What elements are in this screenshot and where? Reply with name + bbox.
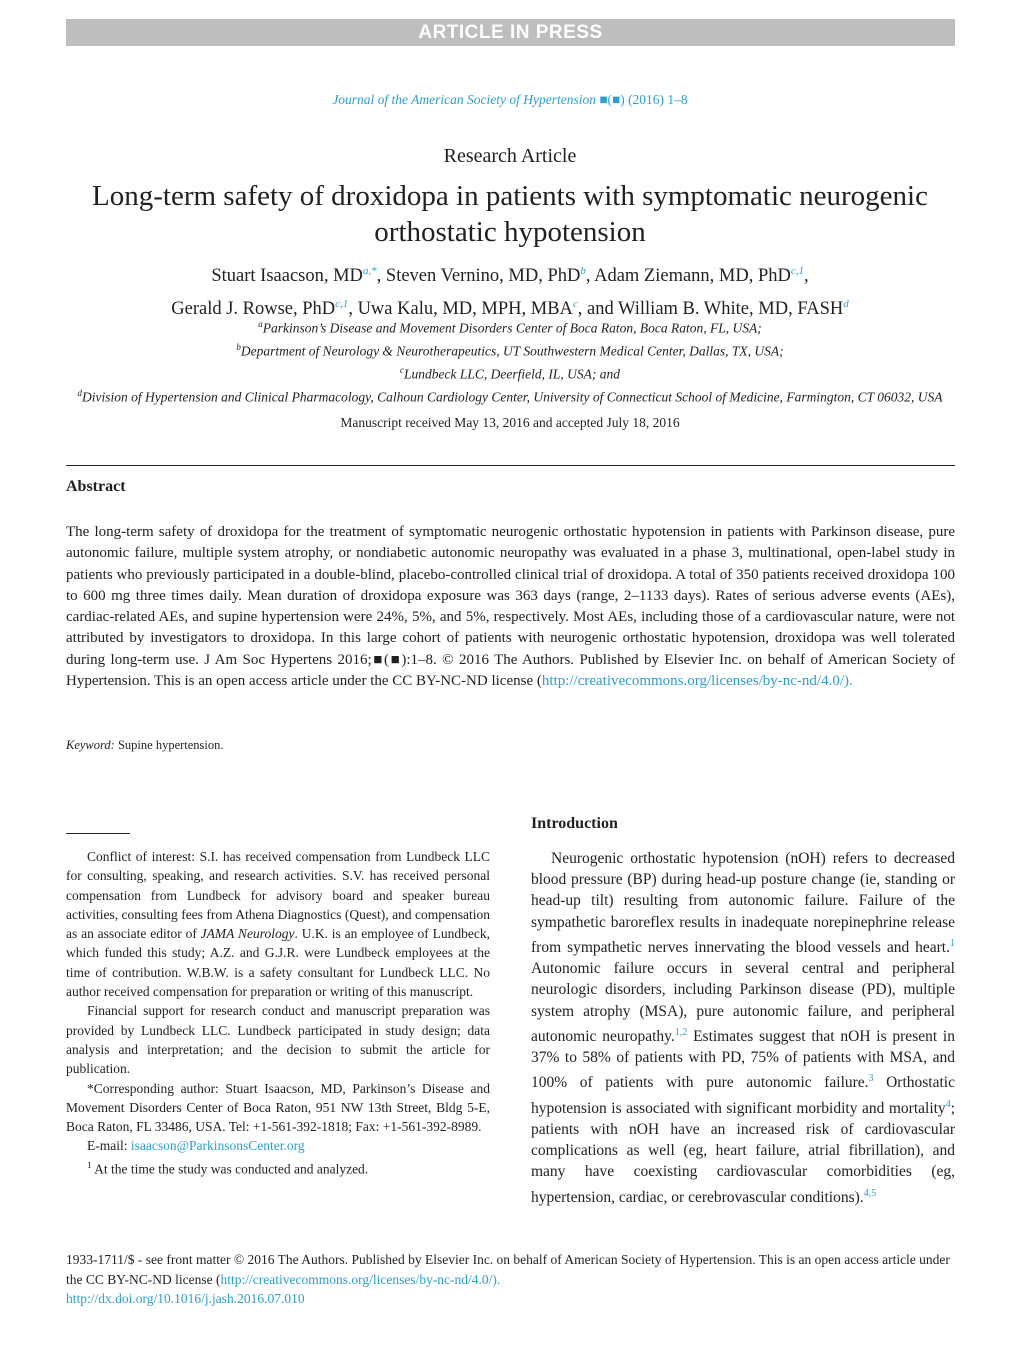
introduction-column — [531, 815, 955, 1208]
author-separator: , — [348, 299, 358, 320]
author-affil-mark[interactable]: c,1 — [335, 298, 349, 311]
introduction-heading: Introduction — [531, 815, 618, 832]
abstract-heading: Abstract — [66, 478, 126, 495]
footnote-1 — [66, 1156, 490, 1179]
author: Adam Ziemann, MD, PhD — [594, 266, 791, 287]
author-affil-mark[interactable]: b — [580, 265, 586, 277]
keyword-label: Keyword: — [66, 738, 115, 752]
footnote-text: At the time the study was conducted and analyzed. — [94, 1161, 369, 1177]
conflict-of-interest-note — [66, 847, 490, 1001]
issn-line: 1933-1711/$ - see front matter © 2016 The Authors. Published by Elsevier Inc. on behalf of American Society of Hypertension. This is an open access article under the CC BY-NC-ND license ( — [66, 1252, 950, 1287]
journal-citation[interactable] — [0, 92, 1020, 108]
received-date: Manuscript received May 13, 2016 and accepted July 18, 2016 — [340, 415, 680, 430]
introduction-paragraph — [531, 848, 955, 1208]
affil-mark: b — [236, 342, 241, 352]
section-divider — [66, 465, 955, 466]
intro-text: Estimates suggest that nOH is present in 37% to 58% of patients with PD, 75% of patients with MSA, and 100% of patients with pure autonomic failure. — [531, 1027, 955, 1092]
email-label: E-mail: — [87, 1138, 128, 1154]
author: Uwa Kalu, MD, MPH, MBA — [357, 299, 573, 320]
affil-mark: d — [77, 388, 82, 398]
author: Steven Vernino, MD, PhD — [385, 266, 581, 287]
keyword-value: Supine hypertension. — [117, 738, 224, 752]
author-affil-mark[interactable]: a,* — [362, 265, 377, 277]
conflict-text-rest: . U.K. is an employee of Lundbeck, which funded this study; A.Z. and G.J.R. were Lundbeck employees at the time of contribution. W.B.W. is a safety consultant for Lundbeck LLC. No author received compensation for preparation or writing of this manuscript. — [66, 926, 491, 1000]
affiliations — [40, 315, 980, 407]
journal-name: Journal of the American Society of Hypertension — [332, 92, 597, 107]
author: Stuart Isaacson, MD — [211, 266, 363, 287]
footer-license-link[interactable]: http://creativecommons.org/licenses/by-nc-nd/4.0/). — [220, 1271, 501, 1287]
author: Gerald J. Rowse, PhD — [171, 299, 336, 320]
page-footer — [66, 1250, 955, 1309]
affil-mark: c — [400, 365, 404, 375]
author-separator: , — [376, 266, 386, 287]
article-title: Long-term safety of droxidopa in patients with symptomatic neurogenic orthostatic hypotension — [92, 180, 928, 248]
abstract-body — [66, 522, 955, 692]
affiliation: Department of Neurology & Neurotherapeutics, UT Southwestern Medical Center, Dallas, TX, USA; — [240, 343, 784, 359]
author-list — [40, 257, 980, 323]
footnotes-column — [66, 833, 490, 1179]
intro-text: Autonomic failure occurs in several central and peripheral neurologic disorders, including Parkinson disease (PD), multiple system atrophy (MSA), pure autonomic failure, and peripheral autonomic neuropathy. — [531, 960, 955, 1045]
citation-ref[interactable]: 4 — [945, 1098, 951, 1110]
author-affil-mark[interactable]: c,1 — [790, 265, 805, 277]
footnote-marker: 1 — [87, 1159, 92, 1170]
intro-text: Neurogenic orthostatic hypotension (nOH) refers to decreased blood pressure (BP) during head-up posture change (ie, standing or head-up tilt) resulting from autonomic failure. Failure of the sympathetic baroreflex results in inadequate norepinephrine release from sympathetic nerves innervating the blood vessels and heart. — [531, 850, 955, 956]
author: William B. White, MD, FASH — [618, 299, 844, 320]
author-affil-mark[interactable]: c — [572, 298, 578, 311]
author-separator: , and — [577, 299, 619, 320]
journal-title: JAMA Neurology — [200, 926, 295, 942]
author-separator: , — [585, 266, 595, 287]
affil-mark: a — [258, 319, 263, 329]
citation-ref[interactable]: 3 — [868, 1073, 874, 1085]
funding-note: Financial support for research conduct and manuscript preparation was provided by Lundbeck LLC. Lundbeck participated in study design; data analysis and interpretation; and the decision to submit the article for publication. — [66, 1003, 490, 1077]
article-in-press-banner: ARTICLE IN PRESS — [66, 19, 955, 46]
corresponding-author-note: *Corresponding author: Stuart Isaacson, MD, Parkinson’s Disease and Movement Disorders Center of Boca Raton, 951 NW 13th Street, Bldg 5-E, Boca Raton, FL 33486, USA. Tel: +1-561-392-1818; Fax: +1-561-392-8989. — [66, 1080, 490, 1135]
keywords — [66, 738, 224, 753]
doi-link[interactable]: http://dx.doi.org/10.1016/j.jash.2016.07.010 — [66, 1291, 305, 1306]
email-note — [66, 1136, 490, 1155]
affiliation: Parkinson’s Disease and Movement Disorders Center of Boca Raton, Boca Raton, FL, USA; — [262, 320, 762, 336]
affiliation: Division of Hypertension and Clinical Pharmacology, Calhoun Cardiology Center, University of Connecticut School of Medicine, Farmington, CT 06032, USA — [81, 389, 943, 405]
citation-ref[interactable]: 1,2 — [674, 1026, 688, 1038]
affiliation: Lundbeck LLC, Deerfield, IL, USA; and — [404, 366, 620, 382]
author-separator: , — [804, 266, 809, 287]
conflict-text: Conflict of interest: S.I. has received compensation from Lundbeck LLC for consulting, speaking, and research activities. S.V. has received personal compensation from Lundbeck for advisory board and speaker bureau activities, consulting fees from Athena Diagnostics (Quest), and compensation as an associate editor of — [66, 849, 490, 942]
intro-text: ; patients with nOH have an increased risk of cardiovascular complications as well (eg, heart failure, atrial fibrillation), and many have coexisting cardiovascular comorbidities (eg, hypertension, cardiac, or cerebrovascular conditions). — [531, 1099, 955, 1206]
citation-ref[interactable]: 4,5 — [863, 1187, 877, 1199]
abstract-text: The long-term safety of droxidopa for the treatment of symptomatic neurogenic orthostatic hypotension in patients with Parkinson disease, pure autonomic failure, multiple system atrophy, or nondiabetic autonomic neuropathy was evaluated in a phase 3, multinational, open-label study in patients who previously participated in a double-blind, placebo-controlled clinical trial of droxidopa. A total of 350 patients received droxidopa 100 to 600 mg three times daily. Mean duration of droxidopa exposure was 363 days (range, 2–1133 days). Rates of serious adverse events (AEs), cardiac-related AEs, and supine hypertension were 24%, 5%, and 5%, respectively. Most AEs, including those of a cardiovascular nature, were not attributed by investigators to droxidopa. In this large cohort of patients with neurogenic orthostatic hypotension, droxidopa was well tolerated during long-term use. J Am Soc Hypertens 2016;■(■):1–8. © 2016 The Authors. Published by Elsevier Inc. on behalf of American Society of Hypertension. This is an open access article under the CC BY-NC-ND license ( — [66, 524, 955, 690]
footnote-rule — [66, 833, 130, 834]
journal-issue: ■(■) (2016) 1–8 — [599, 92, 688, 107]
intro-text: Orthostatic hypotension is associated with significant morbidity and mortality — [531, 1074, 955, 1117]
article-type: Research Article — [443, 145, 577, 167]
license-link[interactable]: http://creativecommons.org/licenses/by-nc-nd/4.0/). — [541, 673, 853, 690]
citation-ref[interactable]: 1 — [950, 937, 955, 949]
author-affil-mark[interactable]: d — [843, 298, 849, 311]
email-link[interactable]: isaacson@ParkinsonsCenter.org — [130, 1138, 305, 1154]
